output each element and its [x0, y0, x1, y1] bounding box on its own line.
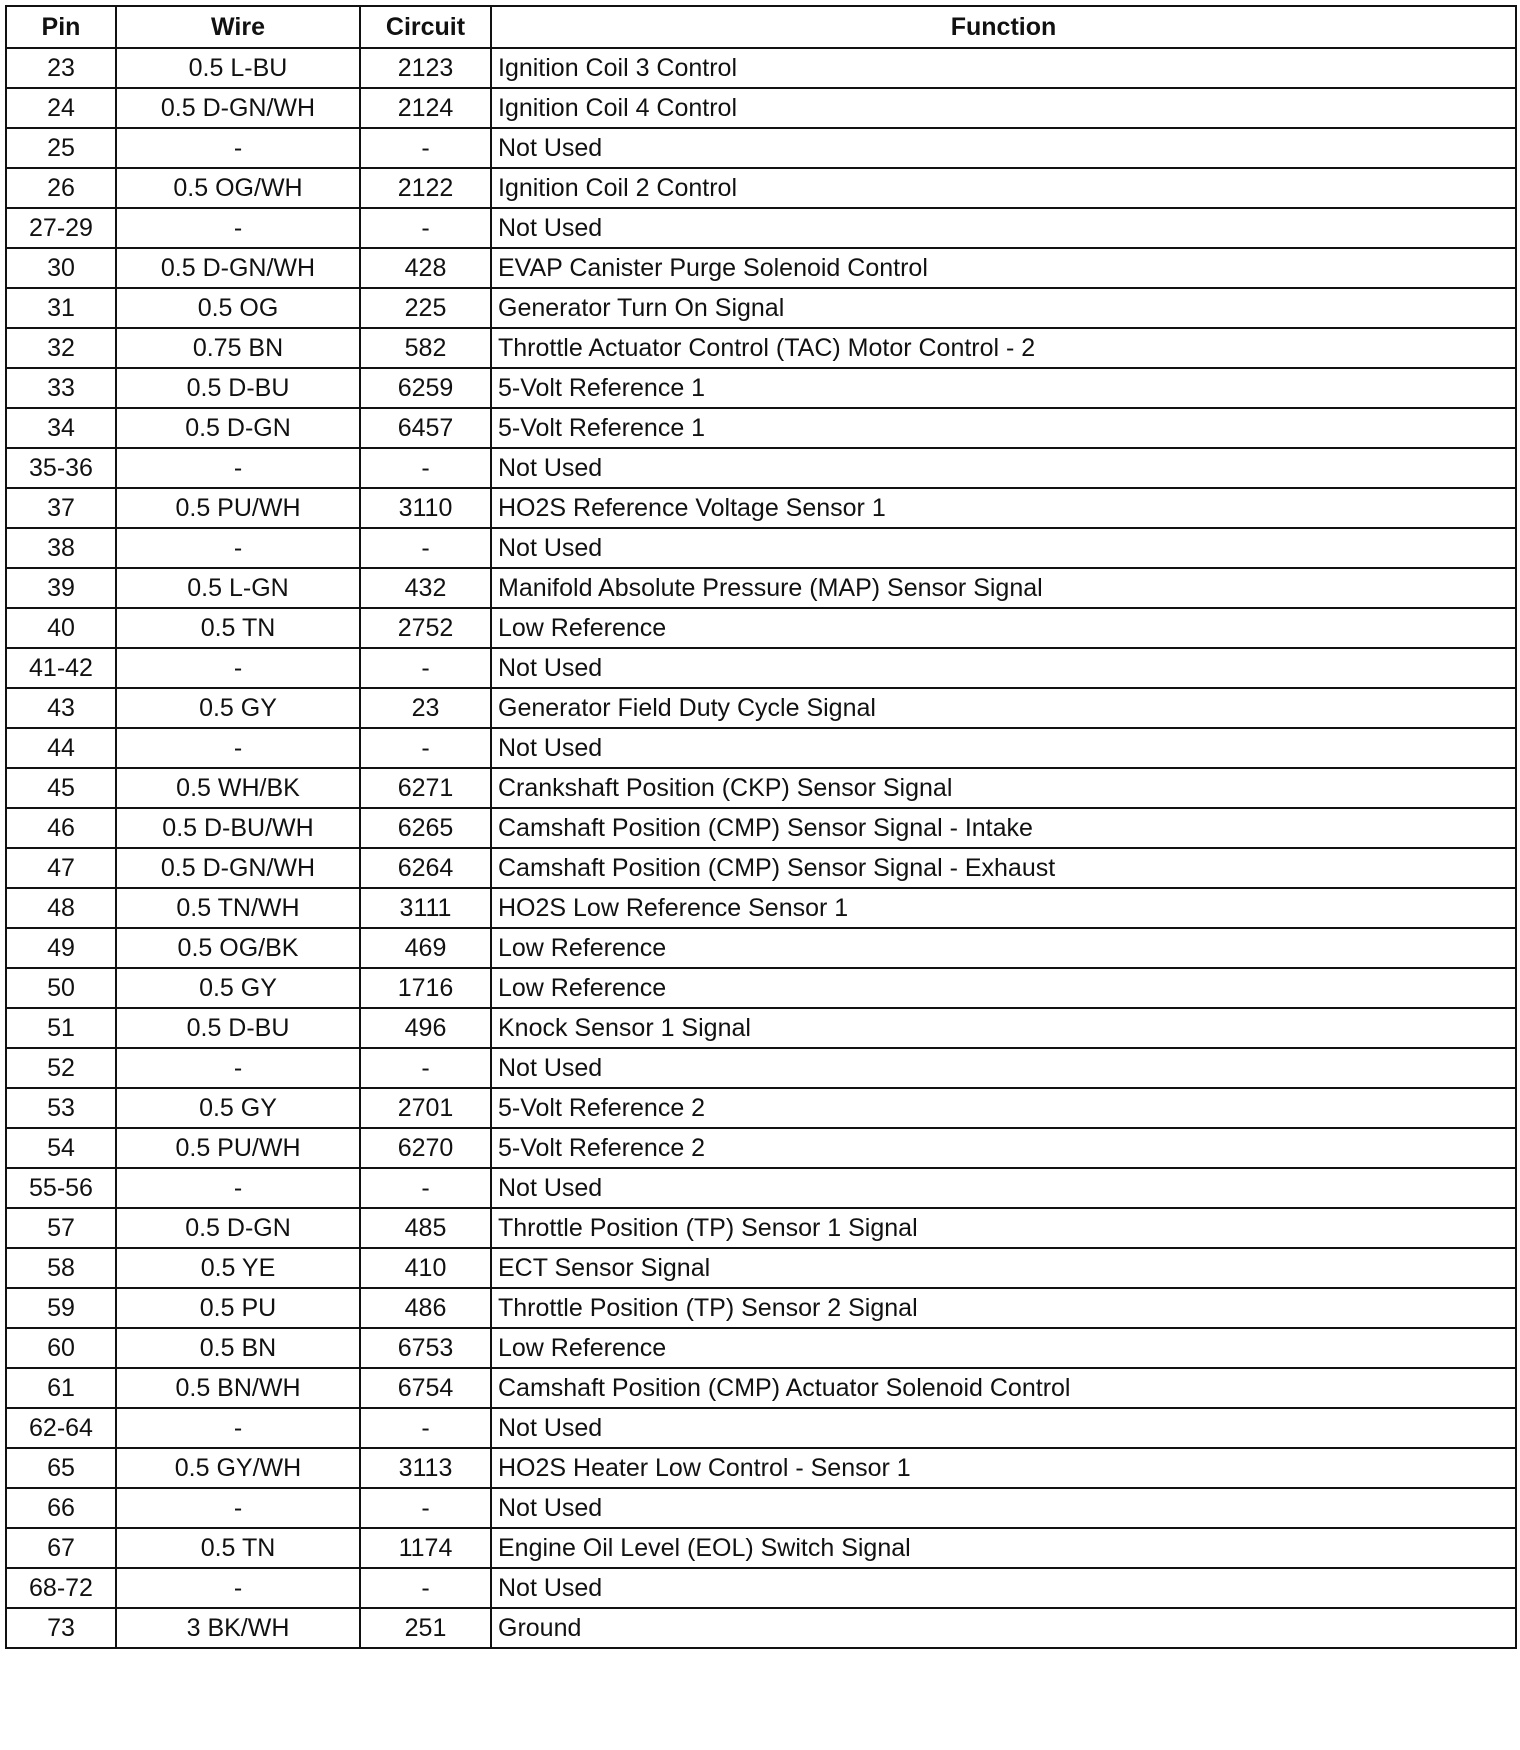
table-row	[6, 1608, 1516, 1648]
function-cell: ECT Sensor Signal	[491, 1248, 1516, 1288]
circuit-cell: 2122	[360, 168, 491, 208]
table-body	[6, 48, 1516, 1648]
table-row	[6, 648, 1516, 688]
circuit-cell: 3111	[360, 888, 491, 928]
pin-cell: 35-36	[6, 448, 116, 488]
circuit-cell: 2123	[360, 48, 491, 88]
pin-cell: 54	[6, 1128, 116, 1168]
wire-cell: -	[116, 128, 360, 168]
wire-cell: 0.5 D-BU/WH	[116, 808, 360, 848]
wire-cell: 0.5 BN	[116, 1328, 360, 1368]
circuit-cell: -	[360, 1048, 491, 1088]
circuit-cell: 251	[360, 1608, 491, 1648]
pin-cell: 52	[6, 1048, 116, 1088]
function-cell: Generator Field Duty Cycle Signal	[491, 688, 1516, 728]
circuit-cell: 582	[360, 328, 491, 368]
circuit-cell: -	[360, 1568, 491, 1608]
pin-cell: 53	[6, 1088, 116, 1128]
wire-cell: -	[116, 1048, 360, 1088]
pin-cell: 59	[6, 1288, 116, 1328]
pin-cell: 40	[6, 608, 116, 648]
pin-cell: 66	[6, 1488, 116, 1528]
function-cell: EVAP Canister Purge Solenoid Control	[491, 248, 1516, 288]
table-row	[6, 128, 1516, 168]
wire-cell: 0.5 OG/BK	[116, 928, 360, 968]
table-row	[6, 728, 1516, 768]
table-row	[6, 688, 1516, 728]
wire-cell: 0.5 GY	[116, 968, 360, 1008]
table-row	[6, 288, 1516, 328]
table-row	[6, 448, 1516, 488]
pin-cell: 43	[6, 688, 116, 728]
pin-cell: 45	[6, 768, 116, 808]
wire-cell: 0.5 D-GN/WH	[116, 848, 360, 888]
function-cell: Low Reference	[491, 1328, 1516, 1368]
table-row	[6, 88, 1516, 128]
circuit-cell: 6271	[360, 768, 491, 808]
table-row	[6, 808, 1516, 848]
circuit-cell: 6457	[360, 408, 491, 448]
function-cell: Throttle Position (TP) Sensor 2 Signal	[491, 1288, 1516, 1328]
circuit-cell: -	[360, 128, 491, 168]
wire-cell: 0.5 L-GN	[116, 568, 360, 608]
function-cell: Not Used	[491, 1568, 1516, 1608]
pin-cell: 32	[6, 328, 116, 368]
table-row	[6, 568, 1516, 608]
table-row	[6, 1048, 1516, 1088]
wire-cell: 0.5 D-GN/WH	[116, 88, 360, 128]
wire-cell: 0.5 GY/WH	[116, 1448, 360, 1488]
table-row	[6, 248, 1516, 288]
pin-cell: 38	[6, 528, 116, 568]
pin-cell: 47	[6, 848, 116, 888]
table-row	[6, 528, 1516, 568]
wire-cell: -	[116, 448, 360, 488]
wire-cell: 0.5 PU/WH	[116, 488, 360, 528]
wire-cell: 0.5 PU	[116, 1288, 360, 1328]
header-function: Function	[491, 6, 1516, 48]
pin-cell: 30	[6, 248, 116, 288]
table-header	[6, 6, 1516, 48]
pin-cell: 51	[6, 1008, 116, 1048]
table-row	[6, 768, 1516, 808]
pin-cell: 37	[6, 488, 116, 528]
circuit-cell: 1716	[360, 968, 491, 1008]
table-row	[6, 1128, 1516, 1168]
circuit-cell: 3110	[360, 488, 491, 528]
function-cell: Not Used	[491, 448, 1516, 488]
circuit-cell: 486	[360, 1288, 491, 1328]
function-cell: Manifold Absolute Pressure (MAP) Sensor Signal	[491, 568, 1516, 608]
pin-table	[5, 5, 1517, 1649]
function-cell: Not Used	[491, 528, 1516, 568]
wire-cell: 3 BK/WH	[116, 1608, 360, 1648]
function-cell: Throttle Position (TP) Sensor 1 Signal	[491, 1208, 1516, 1248]
function-cell: Knock Sensor 1 Signal	[491, 1008, 1516, 1048]
wire-cell: 0.5 D-GN/WH	[116, 248, 360, 288]
pin-cell: 65	[6, 1448, 116, 1488]
circuit-cell: -	[360, 208, 491, 248]
table-row	[6, 1088, 1516, 1128]
table-row	[6, 1288, 1516, 1328]
function-cell: Engine Oil Level (EOL) Switch Signal	[491, 1528, 1516, 1568]
wire-cell: 0.5 D-GN	[116, 1208, 360, 1248]
function-cell: Ignition Coil 2 Control	[491, 168, 1516, 208]
table-row	[6, 1168, 1516, 1208]
function-cell: Low Reference	[491, 608, 1516, 648]
wire-cell: 0.5 L-BU	[116, 48, 360, 88]
circuit-cell: -	[360, 528, 491, 568]
wire-cell: -	[116, 1168, 360, 1208]
circuit-cell: 6754	[360, 1368, 491, 1408]
circuit-cell: 2124	[360, 88, 491, 128]
circuit-cell: 3113	[360, 1448, 491, 1488]
header-pin: Pin	[6, 6, 116, 48]
circuit-cell: 225	[360, 288, 491, 328]
table-row	[6, 168, 1516, 208]
circuit-cell: 6265	[360, 808, 491, 848]
circuit-cell: 1174	[360, 1528, 491, 1568]
function-cell: Camshaft Position (CMP) Actuator Solenoid Control	[491, 1368, 1516, 1408]
function-cell: Crankshaft Position (CKP) Sensor Signal	[491, 768, 1516, 808]
table-row	[6, 208, 1516, 248]
table-row	[6, 888, 1516, 928]
wire-cell: 0.5 D-BU	[116, 1008, 360, 1048]
pin-cell: 68-72	[6, 1568, 116, 1608]
wire-cell: -	[116, 648, 360, 688]
pin-cell: 49	[6, 928, 116, 968]
table-row	[6, 1368, 1516, 1408]
function-cell: Ignition Coil 3 Control	[491, 48, 1516, 88]
wire-cell: 0.5 TN	[116, 608, 360, 648]
circuit-cell: 410	[360, 1248, 491, 1288]
wire-cell: -	[116, 1568, 360, 1608]
pin-cell: 31	[6, 288, 116, 328]
wire-cell: 0.5 PU/WH	[116, 1128, 360, 1168]
pin-cell: 61	[6, 1368, 116, 1408]
pin-cell: 46	[6, 808, 116, 848]
pin-cell: 57	[6, 1208, 116, 1248]
pin-cell: 25	[6, 128, 116, 168]
table-row	[6, 1568, 1516, 1608]
wire-cell: 0.5 D-BU	[116, 368, 360, 408]
header-wire: Wire	[116, 6, 360, 48]
pin-cell: 39	[6, 568, 116, 608]
wire-cell: -	[116, 208, 360, 248]
wire-cell: 0.5 TN	[116, 1528, 360, 1568]
pin-cell: 62-64	[6, 1408, 116, 1448]
header-circuit: Circuit	[360, 6, 491, 48]
function-cell: Not Used	[491, 1168, 1516, 1208]
circuit-cell: -	[360, 448, 491, 488]
function-cell: Generator Turn On Signal	[491, 288, 1516, 328]
wire-cell: 0.5 TN/WH	[116, 888, 360, 928]
circuit-cell: -	[360, 648, 491, 688]
table-row	[6, 48, 1516, 88]
pin-cell: 48	[6, 888, 116, 928]
circuit-cell: 485	[360, 1208, 491, 1248]
table-row	[6, 1448, 1516, 1488]
wire-cell: -	[116, 1488, 360, 1528]
pin-cell: 34	[6, 408, 116, 448]
function-cell: Low Reference	[491, 928, 1516, 968]
table-row	[6, 1488, 1516, 1528]
function-cell: Not Used	[491, 1488, 1516, 1528]
pin-cell: 41-42	[6, 648, 116, 688]
table-row	[6, 488, 1516, 528]
function-cell: HO2S Heater Low Control - Sensor 1	[491, 1448, 1516, 1488]
circuit-cell: -	[360, 1168, 491, 1208]
function-cell: Camshaft Position (CMP) Sensor Signal - Intake	[491, 808, 1516, 848]
circuit-cell: 23	[360, 688, 491, 728]
function-cell: Not Used	[491, 1408, 1516, 1448]
circuit-cell: 428	[360, 248, 491, 288]
table-row	[6, 968, 1516, 1008]
wire-cell: -	[116, 1408, 360, 1448]
header-row	[6, 6, 1516, 48]
pin-cell: 44	[6, 728, 116, 768]
table-row	[6, 1408, 1516, 1448]
pin-cell: 24	[6, 88, 116, 128]
pin-cell: 33	[6, 368, 116, 408]
function-cell: Throttle Actuator Control (TAC) Motor Control - 2	[491, 328, 1516, 368]
function-cell: Low Reference	[491, 968, 1516, 1008]
wire-cell: -	[116, 528, 360, 568]
wire-cell: -	[116, 728, 360, 768]
circuit-cell: 6264	[360, 848, 491, 888]
circuit-cell: 432	[360, 568, 491, 608]
circuit-cell: 6270	[360, 1128, 491, 1168]
wire-cell: 0.5 WH/BK	[116, 768, 360, 808]
function-cell: Not Used	[491, 208, 1516, 248]
table-row	[6, 1208, 1516, 1248]
table-row	[6, 328, 1516, 368]
table-row	[6, 368, 1516, 408]
pin-cell: 73	[6, 1608, 116, 1648]
table-row	[6, 1248, 1516, 1288]
pin-cell: 26	[6, 168, 116, 208]
circuit-cell: 469	[360, 928, 491, 968]
function-cell: Ignition Coil 4 Control	[491, 88, 1516, 128]
function-cell: Not Used	[491, 648, 1516, 688]
table-row	[6, 1008, 1516, 1048]
wire-cell: 0.5 BN/WH	[116, 1368, 360, 1408]
circuit-cell: 6753	[360, 1328, 491, 1368]
wire-cell: 0.5 GY	[116, 1088, 360, 1128]
table-row	[6, 848, 1516, 888]
function-cell: 5-Volt Reference 1	[491, 408, 1516, 448]
wire-cell: 0.5 GY	[116, 688, 360, 728]
pin-cell: 60	[6, 1328, 116, 1368]
function-cell: Camshaft Position (CMP) Sensor Signal - Exhaust	[491, 848, 1516, 888]
table-row	[6, 1328, 1516, 1368]
function-cell: HO2S Reference Voltage Sensor 1	[491, 488, 1516, 528]
pin-cell: 27-29	[6, 208, 116, 248]
table-row	[6, 408, 1516, 448]
wire-cell: 0.5 D-GN	[116, 408, 360, 448]
circuit-cell: 2701	[360, 1088, 491, 1128]
function-cell: Not Used	[491, 728, 1516, 768]
wire-cell: 0.75 BN	[116, 328, 360, 368]
table-row	[6, 608, 1516, 648]
circuit-cell: -	[360, 728, 491, 768]
wire-cell: 0.5 YE	[116, 1248, 360, 1288]
table-row	[6, 1528, 1516, 1568]
function-cell: Not Used	[491, 128, 1516, 168]
function-cell: 5-Volt Reference 2	[491, 1128, 1516, 1168]
circuit-cell: 496	[360, 1008, 491, 1048]
circuit-cell: -	[360, 1408, 491, 1448]
function-cell: HO2S Low Reference Sensor 1	[491, 888, 1516, 928]
function-cell: 5-Volt Reference 1	[491, 368, 1516, 408]
pin-cell: 67	[6, 1528, 116, 1568]
circuit-cell: -	[360, 1488, 491, 1528]
wire-cell: 0.5 OG/WH	[116, 168, 360, 208]
pin-cell: 55-56	[6, 1168, 116, 1208]
circuit-cell: 2752	[360, 608, 491, 648]
table-row	[6, 928, 1516, 968]
circuit-cell: 6259	[360, 368, 491, 408]
function-cell: Ground	[491, 1608, 1516, 1648]
pin-cell: 58	[6, 1248, 116, 1288]
pin-cell: 50	[6, 968, 116, 1008]
function-cell: Not Used	[491, 1048, 1516, 1088]
pin-cell: 23	[6, 48, 116, 88]
wire-cell: 0.5 OG	[116, 288, 360, 328]
function-cell: 5-Volt Reference 2	[491, 1088, 1516, 1128]
